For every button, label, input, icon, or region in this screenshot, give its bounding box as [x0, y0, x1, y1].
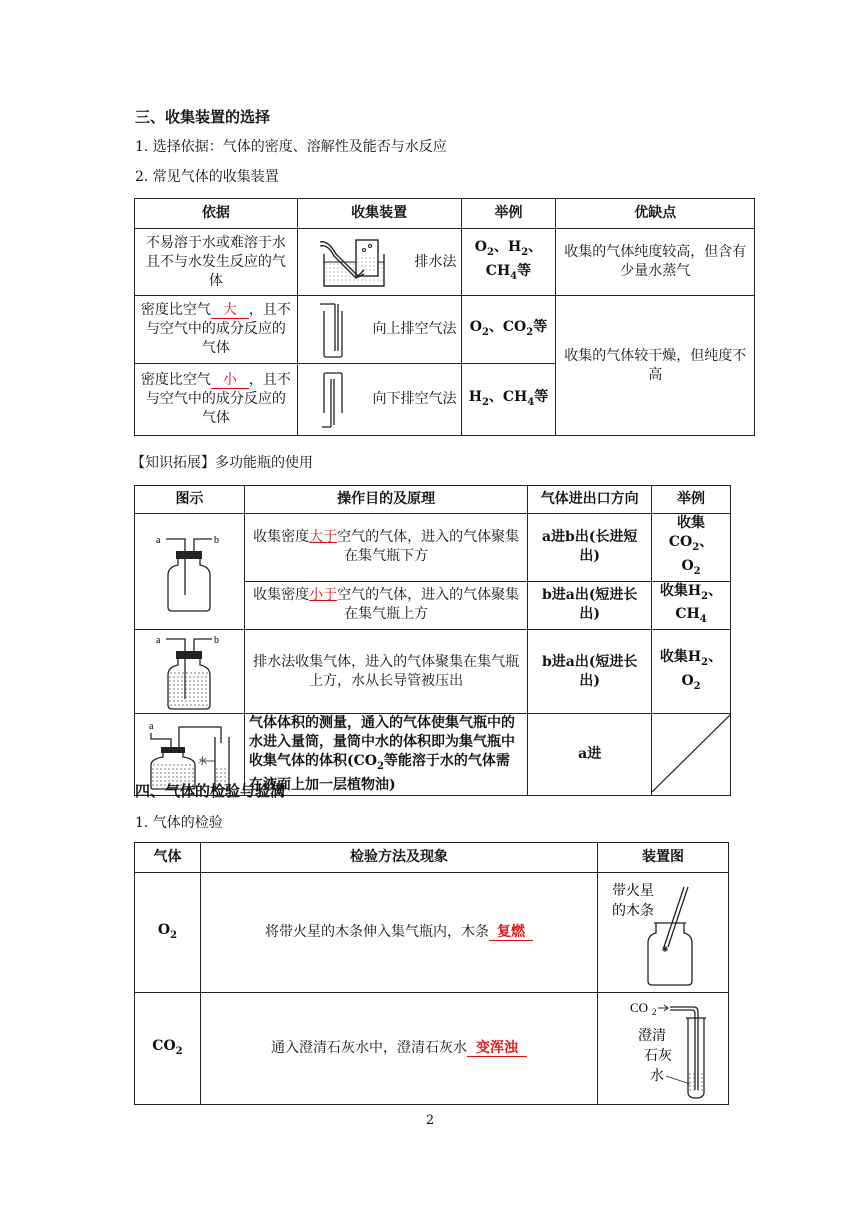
fig-label-limewater-3: 水	[650, 1067, 664, 1084]
t1-r2-basis: 密度比空气 大 ，且不与空气中的成分反应的气体	[135, 296, 298, 364]
label-b: b	[214, 634, 220, 646]
fig-label-1: 带火星	[612, 882, 654, 899]
limewater-test-icon	[608, 996, 718, 1102]
t2-r3-direction: b进a出(短进长出)	[528, 630, 652, 714]
t3-r2-gas: $CO_2$	[135, 993, 201, 1105]
t1-r2-device: 向上排空气法	[297, 296, 461, 364]
label-b: b	[214, 534, 220, 546]
section3-item2: 2. 常见气体的收集装置	[135, 169, 279, 185]
blank-answer: 变浑浊	[467, 1040, 527, 1057]
t1-r3-device: 向下排空气法	[297, 364, 461, 436]
t3-r2-method: 通入澄清石灰水中，澄清石灰水 变浑浊	[200, 993, 597, 1105]
gas-test-table	[134, 842, 729, 1105]
blank-answer: 大	[211, 302, 249, 319]
page-number: 2	[425, 1113, 435, 1128]
fig-label-limewater-2: 石灰	[644, 1047, 672, 1064]
t3-header-method: 检验方法及现象	[200, 843, 597, 873]
blank-answer: 小于	[309, 587, 338, 604]
t2-r2-purpose: 收集密度小于空气的气体，进入的气体聚集在集气瓶上方	[244, 581, 527, 630]
diagonal-slash	[652, 714, 731, 792]
t2-header-purpose: 操作目的及原理	[244, 486, 527, 514]
section3-title: 三、收集装置的选择	[135, 108, 271, 126]
t1-r1-device: 排水法	[297, 229, 461, 296]
gas-bottle-icon	[154, 531, 224, 613]
downward-air-displacement-icon	[318, 369, 348, 431]
t2-bottle-figure-1	[135, 514, 245, 630]
label-a: a	[149, 720, 154, 732]
t1-r1-pros: 收集的气体纯度较高，但含有少量水蒸气	[556, 229, 755, 296]
collection-device-table	[134, 198, 755, 436]
t2-r2-direction: b进a出(短进长出)	[528, 581, 652, 630]
blank-answer: 大于	[309, 529, 338, 546]
fig-co2-label: CO	[630, 999, 649, 1015]
t1-r3-example: $H_2$、$CH_4$等	[461, 364, 556, 436]
t1-r2-example: $O_2$、$CO_2$等	[461, 296, 556, 364]
fig-co2-sub: 2	[652, 1006, 657, 1017]
t2-r4-purpose: 气体体积的测量，通入的气体使集气瓶中的水进入量筒，量筒中水的体积即为集气瓶中收集气体的体积($CO_2$等能溶于水的气体需在液面上加一层植物油)	[244, 714, 527, 796]
t2-r1-direction: a进b出(长进短出)	[528, 514, 652, 582]
t3-r1-method: 将带火星的木条伸入集气瓶内，木条 复燃	[200, 873, 597, 993]
t3-header-gas: 气体	[135, 843, 201, 873]
t2-header-figure: 图示	[135, 486, 245, 514]
t1-header-device: 收集装置	[297, 199, 461, 229]
label-water: 水	[198, 755, 208, 766]
water-displacement-icon	[318, 234, 390, 290]
t1-header-pros-cons: 优缺点	[556, 199, 755, 229]
t2-r1-purpose: 收集密度大于空气的气体，进入的气体聚集在集气瓶下方	[244, 514, 527, 582]
label-a: a	[156, 634, 161, 646]
blank-answer: 小	[211, 372, 249, 389]
t1-r1-example: $O_2$、$H_2$、 $CH_4$等	[461, 229, 556, 296]
t1-header-example: 举例	[461, 199, 556, 229]
section3-item1: 1. 选择依据：气体的密度、溶解性及能否与水反应	[135, 139, 447, 155]
fig-label-2: 的木条	[612, 902, 654, 919]
t1-r3-basis: 密度比空气 小 ，且不与空气中的成分反应的气体	[135, 364, 298, 436]
t2-bottle-figure-2	[135, 630, 245, 714]
t2-r3-purpose: 排水法收集气体，进入的气体聚集在集气瓶上方，水从长导管被压出	[244, 630, 527, 714]
glowing-splint-icon	[608, 877, 718, 989]
t1-r23-pros: 收集的气体较干燥，但纯度不高	[556, 296, 755, 436]
t2-header-example: 举例	[652, 486, 731, 514]
t2-r1-example: 收集$CO_2$、 $O_2$	[652, 514, 731, 582]
t2-r2-example: 收集$H_2$、 $CH_4$	[652, 581, 731, 630]
upward-air-displacement-icon	[318, 301, 348, 359]
t2-r3-example: 收集$H_2$、 $O_2$	[652, 630, 731, 714]
label-a: a	[156, 534, 161, 546]
t3-r1-gas: $O_2$	[135, 873, 201, 993]
water-filled-bottle-icon	[154, 633, 224, 711]
fig-label-limewater-1: 澄清	[638, 1027, 666, 1044]
section4-item1: 1. 气体的检验	[135, 815, 223, 831]
t3-header-figure: 装置图	[598, 843, 729, 873]
blank-answer: 复燃	[489, 924, 533, 941]
t2-r4-direction: a进	[528, 714, 652, 796]
extension-title: 【知识拓展】多功能瓶的使用	[131, 455, 313, 471]
section4-title: 四、气体的检验与验满	[135, 782, 286, 800]
t2-r4-example-empty	[652, 714, 731, 796]
t1-header-basis: 依据	[135, 199, 298, 229]
multifunction-bottle-table	[134, 485, 731, 796]
t2-header-direction: 气体进出口方向	[528, 486, 652, 514]
t3-r2-figure	[598, 993, 729, 1105]
t3-r1-figure	[598, 873, 729, 993]
t1-r1-basis: 不易溶于水或难溶于水且不与水发生反应的气体	[135, 229, 298, 296]
